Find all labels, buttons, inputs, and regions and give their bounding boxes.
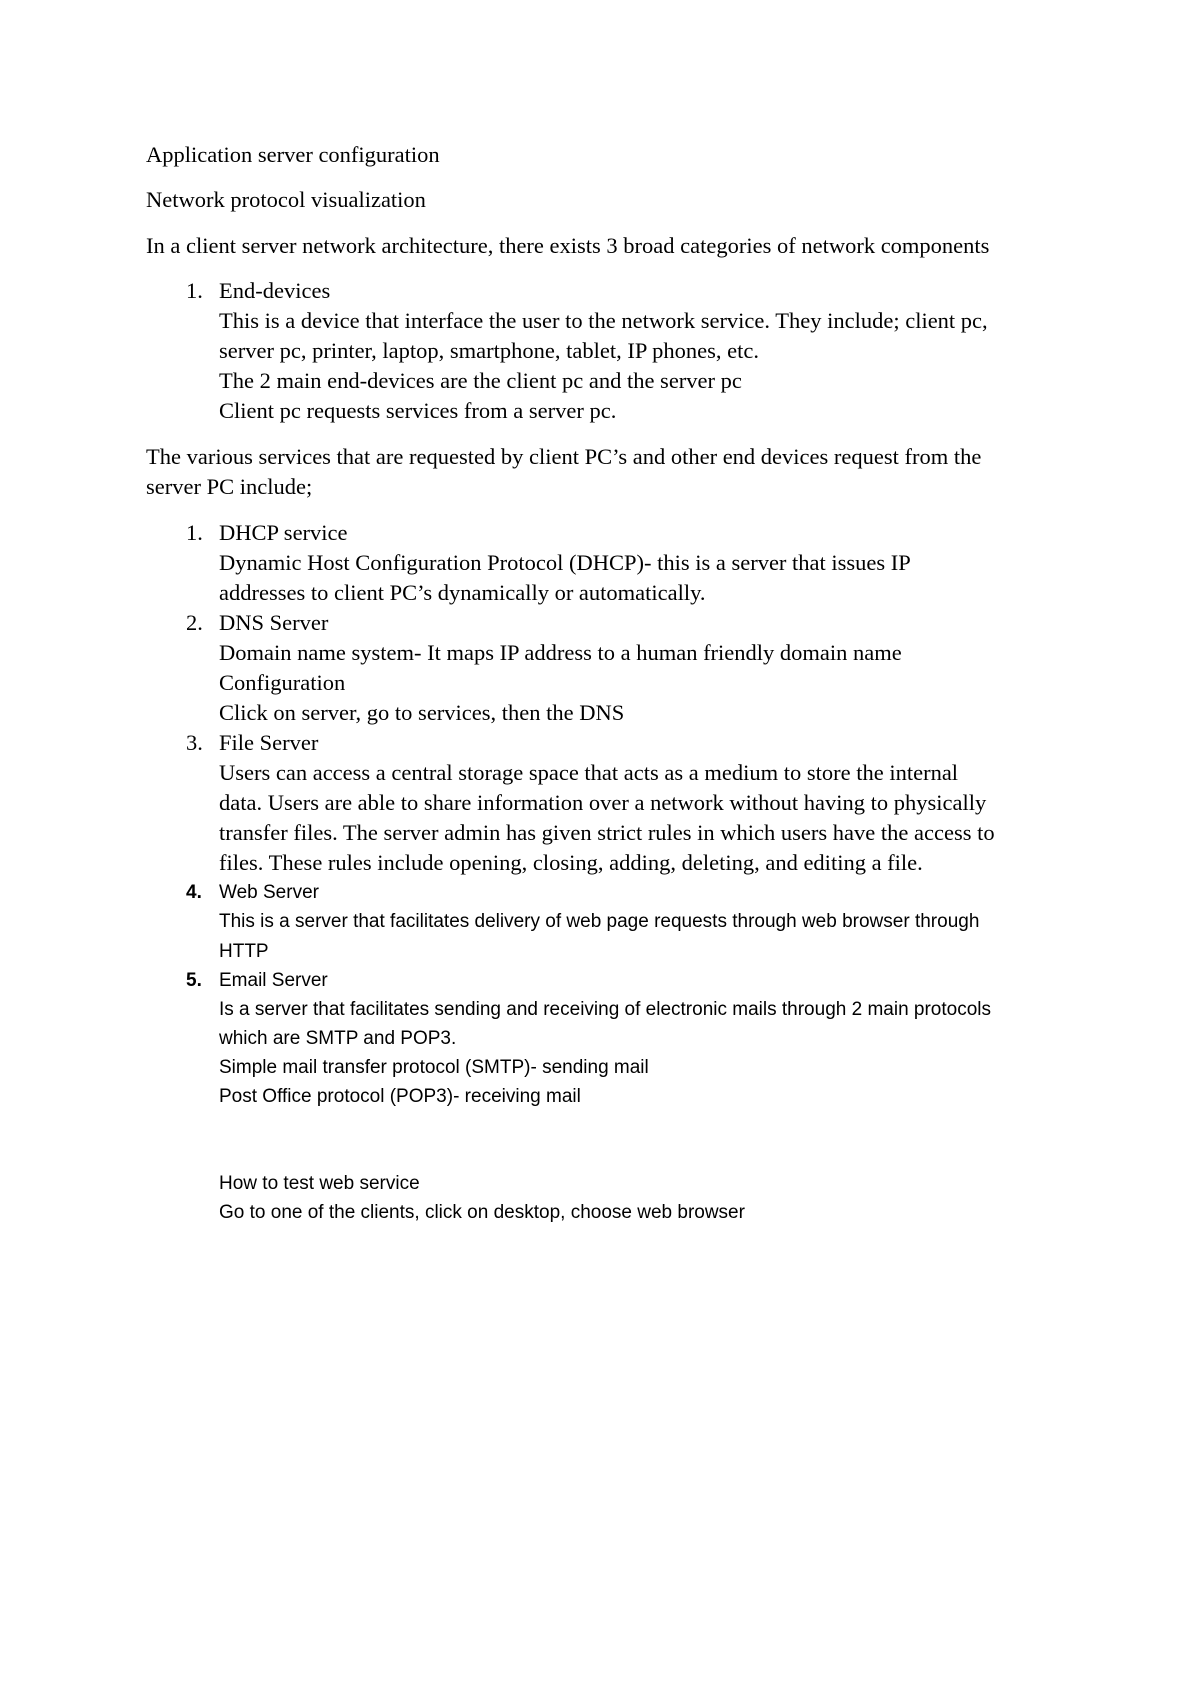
list-item-line: server pc, printer, laptop, smartphone, tablet, IP phones, etc. — [219, 338, 759, 363]
list-number: 4. — [186, 882, 202, 903]
document-title: Application server configuration — [146, 142, 440, 167]
list-number: 1. — [186, 520, 203, 545]
services-intro-line: server PC include; — [146, 474, 313, 499]
list-number: 2. — [186, 610, 203, 635]
list-item-heading: Email Server — [219, 970, 328, 991]
list-item-line: Domain name system- It maps IP address to a human friendly domain name — [219, 640, 902, 665]
intro-paragraph: In a client server network architecture, there exists 3 broad categories of network components — [146, 233, 990, 258]
list-item-line: data. Users are able to share information over a network without having to physically — [219, 790, 987, 815]
list-item-line: transfer files. The server admin has given strict rules in which users have the access to — [219, 820, 995, 845]
list-item-line: The 2 main end-devices are the client pc and the server pc — [219, 368, 742, 393]
list-item-line: This is a server that facilitates delivery of web page requests through web browser through — [219, 911, 980, 932]
services-intro-line: The various services that are requested by client PC’s and other end devices request from the — [146, 444, 982, 469]
list-item-line: HTTP — [219, 941, 269, 962]
list-item-line: Dynamic Host Configuration Protocol (DHCP)- this is a server that issues IP — [219, 550, 911, 575]
list-number: 1. — [186, 278, 203, 303]
document-subtitle: Network protocol visualization — [146, 187, 426, 212]
list-item-heading: DHCP service — [219, 520, 348, 545]
list-item-heading: DNS Server — [219, 610, 329, 635]
list-item-line: which are SMTP and POP3. — [219, 1028, 457, 1049]
list-item-line: Is a server that facilitates sending and receiving of electronic mails through 2 main protocols — [219, 999, 992, 1020]
list-item-line: Configuration — [219, 670, 346, 695]
list-item-line: Client pc requests services from a server pc. — [219, 398, 617, 423]
list-item-line: Post Office protocol (POP3)- receiving mail — [219, 1086, 581, 1107]
list-item-line: This is a device that interface the user to the network service. They include; client pc, — [219, 308, 988, 333]
list-item-line: Users can access a central storage space that acts as a medium to store the internal — [219, 760, 959, 785]
list-item-heading: File Server — [219, 730, 319, 755]
list-item-line: files. These rules include opening, closing, adding, deleting, and editing a file. — [219, 850, 923, 875]
list-item-line: addresses to client PC’s dynamically or automatically. — [219, 580, 706, 605]
list-number: 3. — [186, 730, 203, 755]
list-number: 5. — [186, 970, 202, 991]
list-item-heading: Web Server — [219, 882, 319, 903]
list-item-heading: End-devices — [219, 278, 331, 303]
list-item-line: Click on server, go to services, then the DNS — [219, 700, 625, 725]
test-heading: How to test web service — [219, 1173, 420, 1194]
test-instruction: Go to one of the clients, click on desktop, choose web browser — [219, 1202, 745, 1223]
list-item-line: Simple mail transfer protocol (SMTP)- sending mail — [219, 1057, 649, 1078]
